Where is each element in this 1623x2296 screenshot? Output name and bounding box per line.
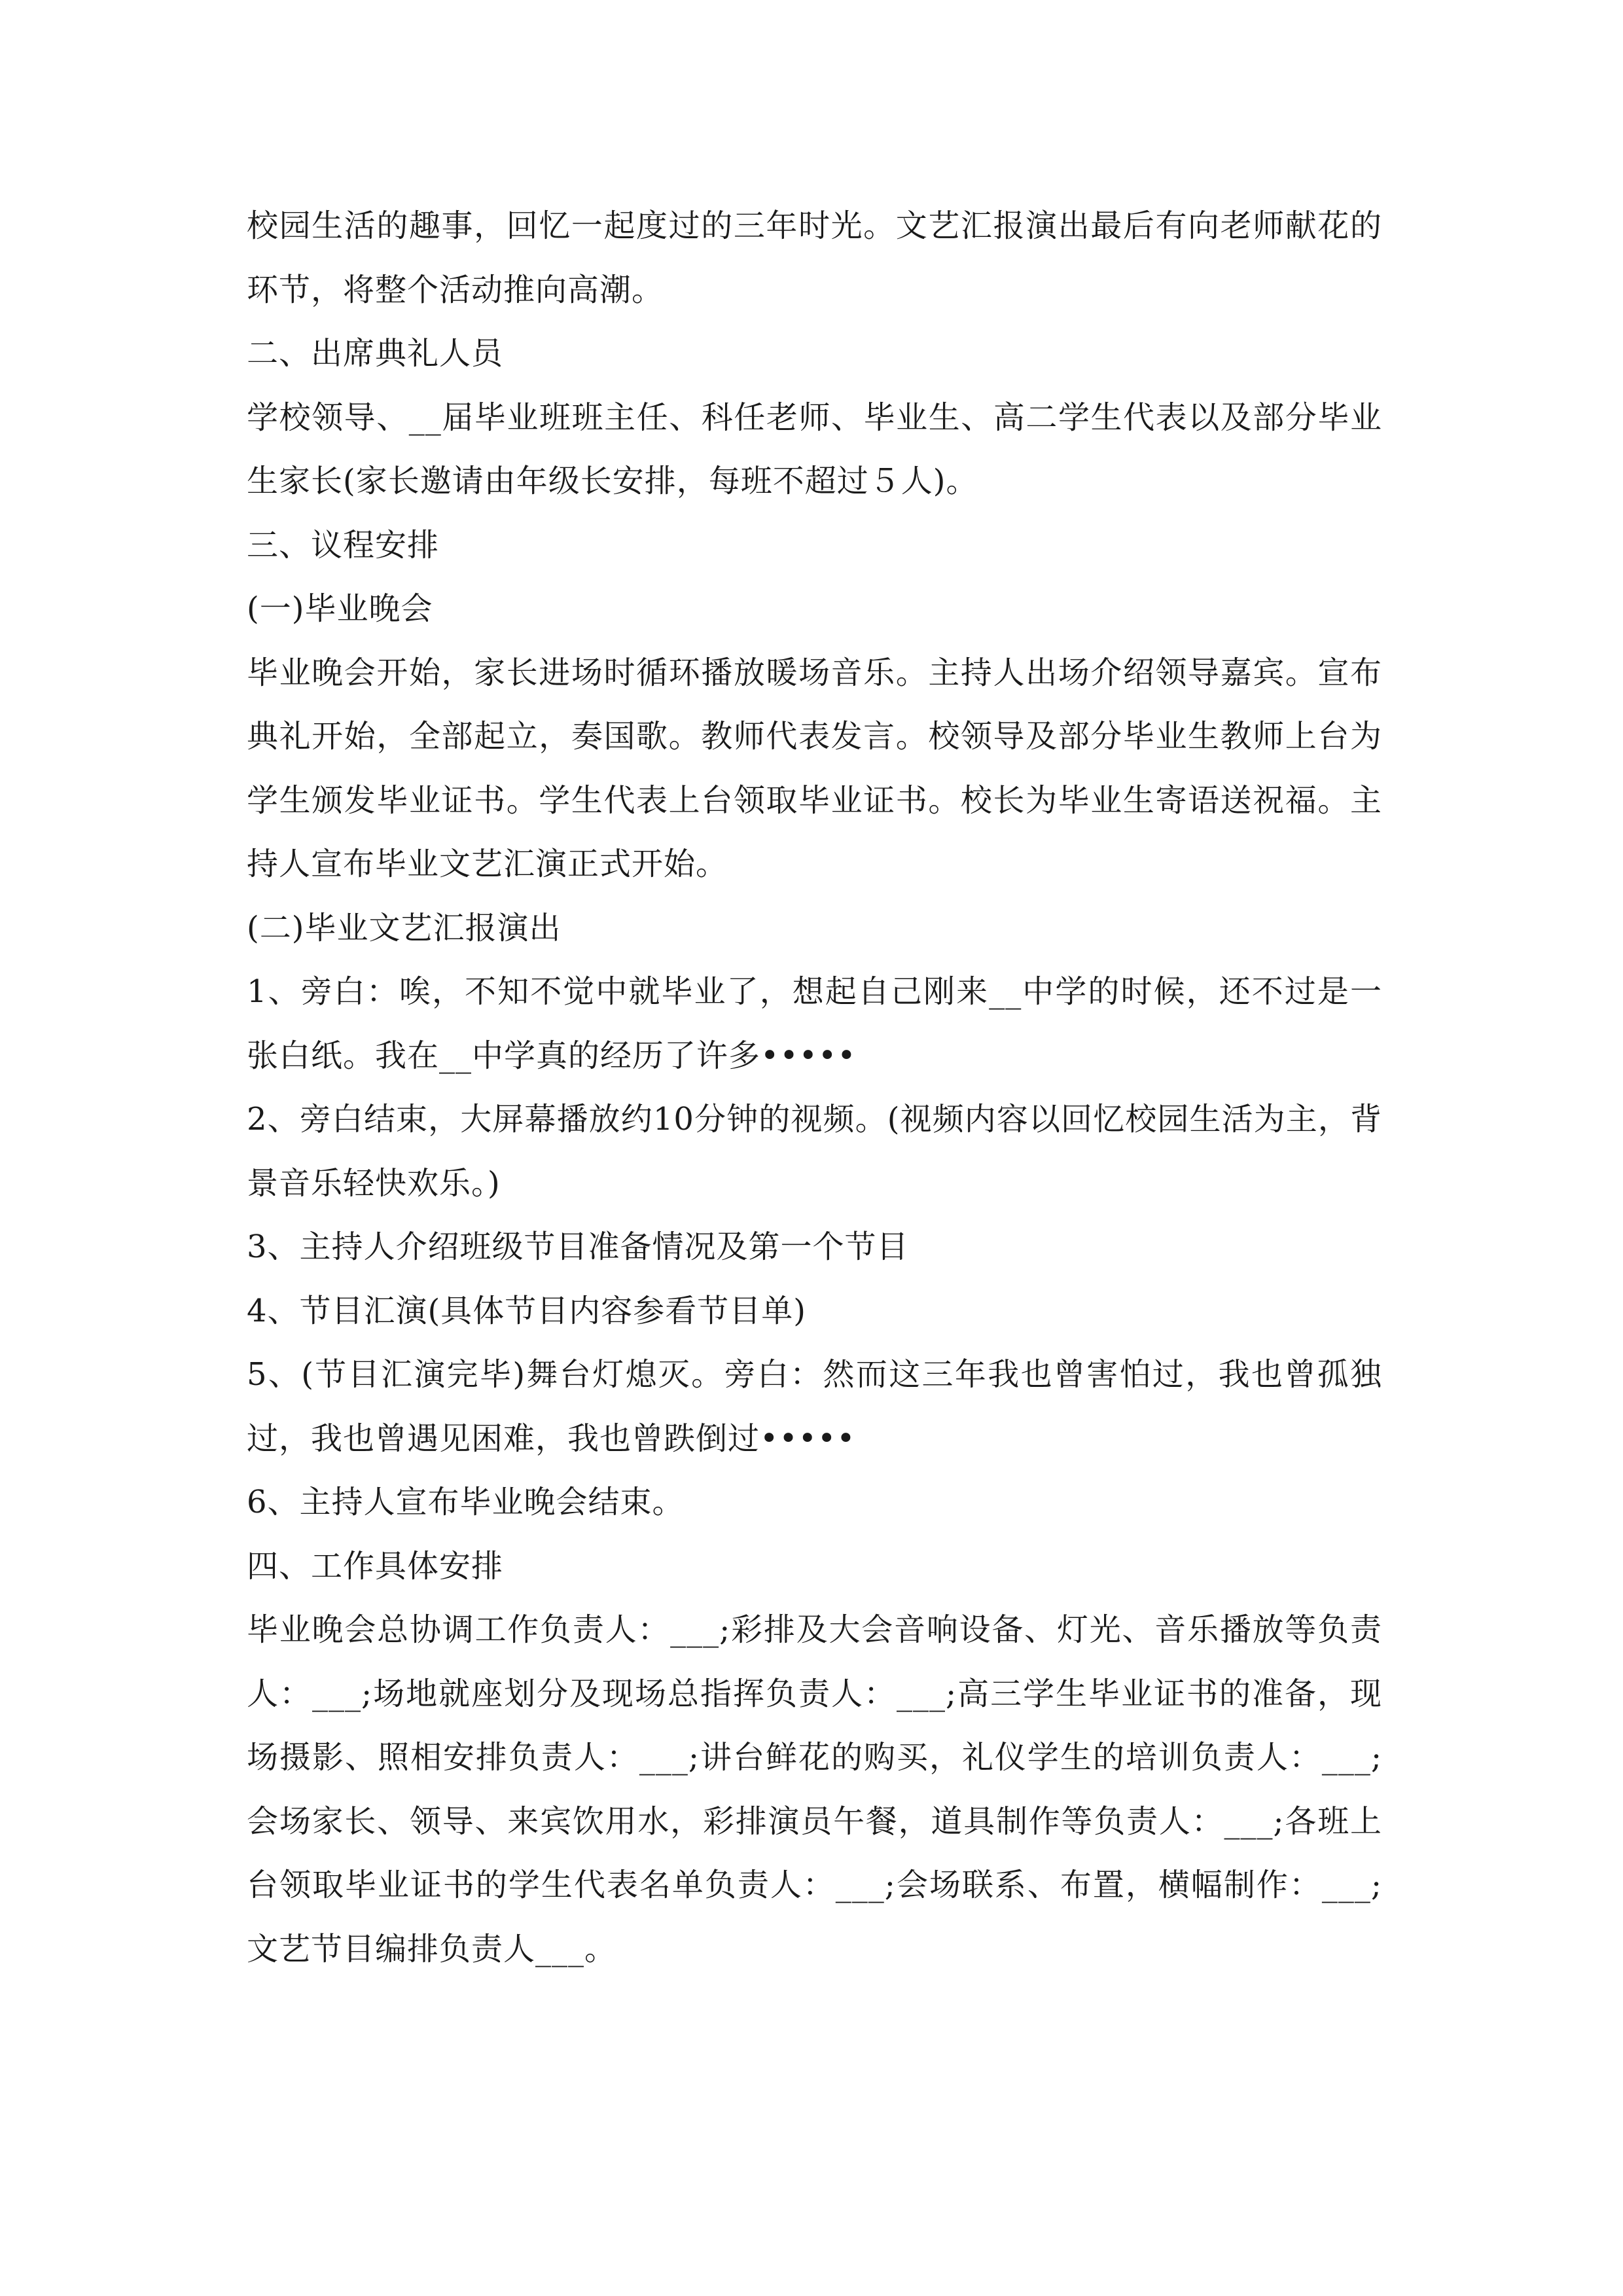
document-body [247,194,1382,1981]
subheading-performance: (二)毕业文艺汇报演出 [247,909,562,946]
paragraph-graduation-party: 毕业晚会开始，家长进场时循环播放暖场音乐。主持人出场介绍领导嘉宾。宣布典礼开始，全部起立，奏国歌。教师代表发言。校领导及部分毕业生教师上台为学生颁发毕业证书。学生代表上台领取毕业证书。校长为毕业生寄语送祝福。主持人宣布毕业文艺汇演正式开始。 [247,654,1382,882]
list-item-2: 2、旁白结束，大屏幕播放约10分钟的视频。(视频内容以回忆校园生活为主，背景音乐轻快欢乐。) [247,1101,1382,1202]
paragraph-intro-continuation: 校园生活的趣事，回忆一起度过的三年时光。文艺汇报演出最后有向老师献花的环节，将整个活动推向高潮。 [247,207,1382,308]
list-item-1: 1、旁白：唉，不知不觉中就毕业了，想起自己刚来__中学的时候，还不过是一张白纸。我在__中学真的经历了许多••••• [247,973,1382,1074]
heading-work-arrangement: 四、工作具体安排 [247,1547,504,1585]
paragraph-attendees: 学校领导、__届毕业班班主任、科任老师、毕业生、高二学生代表以及部分毕业生家长(家长邀请由年级长安排，每班不超过５人)。 [247,399,1382,499]
list-item-5: 5、(节目汇演完毕)舞台灯熄灭。旁白：然而这三年我也曾害怕过，我也曾孤独过，我也曾遇见困难，我也曾跌倒过••••• [247,1356,1382,1457]
subheading-graduation-party: (一)毕业晚会 [247,590,433,627]
list-item-4: 4、节目汇演(具体节目内容参看节目单) [247,1292,806,1329]
paragraph-work-arrangement: 毕业晚会总协调工作负责人：___;彩排及大会音响设备、灯光、音乐播放等负责人：___;场地就座划分及现场总指挥负责人：___;高三学生毕业证书的准备，现场摄影、照相安排负责人：___;讲台鲜花的购买，礼仪学生的培训负责人：___;会场家长、领导、来宾饮用水，彩排演员午餐，道具制作等负责人：___;各班上台领取毕业证书的学生代表名单负责人：___;会场联系、布置，横幅制作：___;文艺节目编排负责人___。 [247,1611,1382,1967]
heading-agenda: 三、议程安排 [247,526,440,564]
heading-attendees: 二、出席典礼人员 [247,335,504,372]
list-item-6: 6、主持人宣布毕业晚会结束。 [247,1484,685,1520]
list-item-3: 3、主持人介绍班级节目准备情况及第一个节目 [247,1229,909,1265]
